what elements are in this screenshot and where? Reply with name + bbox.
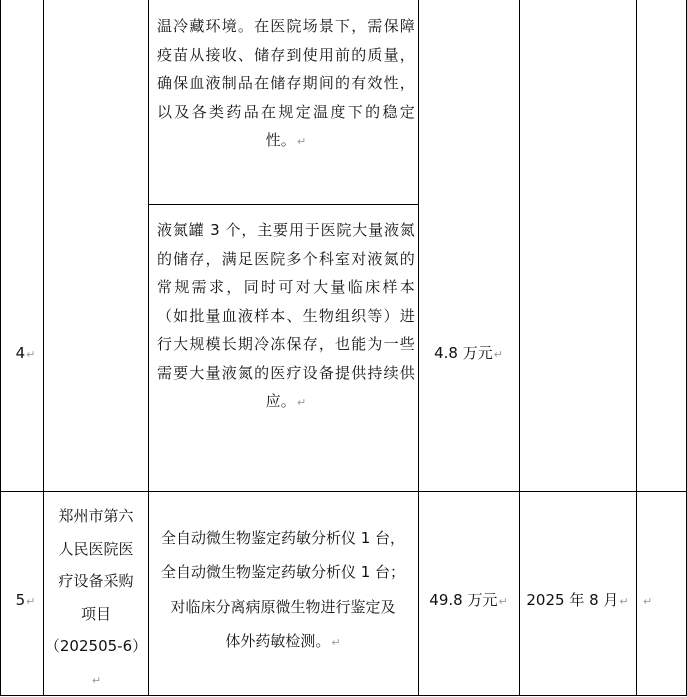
- paragraph-mark-icon: ↵: [91, 673, 102, 687]
- paragraph-mark-icon: ↵: [331, 635, 341, 649]
- paragraph-mark-icon: ↵: [643, 595, 653, 608]
- column-divider: [636, 0, 637, 696]
- paragraph-mark-icon: ↵: [26, 348, 36, 361]
- row-5-budget: 49.8 万元↵: [429, 591, 508, 609]
- row-4-budget: 4.8 万元↵: [434, 344, 503, 362]
- row-5-index: 5↵: [15, 591, 36, 609]
- paragraph-mark-icon: ↵: [619, 595, 629, 608]
- row-5-date: 2025 年 8 月↵: [526, 591, 629, 609]
- row-divider: [0, 491, 687, 492]
- table-row-continuation-description: 温冷藏环境。在医院场景下，需保障疫苗从接收、储存到使用前的质量，确保血液制品在储存期间的有效性，以及各类药品在规定温度下的稳定性。↵: [157, 17, 415, 149]
- row-divider: [148, 204, 418, 205]
- paragraph-mark-icon: ↵: [296, 135, 307, 148]
- table-border-left: [0, 0, 1, 696]
- paragraph-mark-icon: ↵: [493, 348, 503, 361]
- row-5-description: 全自动微生物鉴定药敏分析仪 1 台， 全自动微生物鉴定药敏分析仪 1 台； 对临床分离病原微生物进行鉴定及 体外药敏检测。↵: [160, 529, 406, 650]
- paragraph-mark-icon: ↵: [498, 595, 508, 608]
- row-5-project-name: 郑州市第六 人民医院医 疗设备采购 项目 （202505-6）↵: [44, 507, 148, 687]
- paragraph-mark-icon: ↵: [296, 396, 307, 409]
- paragraph-mark-icon: ↵: [26, 595, 36, 608]
- row-4-description: 液氮罐 3 个，主要用于医院大量液氮的储存，满足医院多个科室对液氮的常规需求，同时可对大量临床样本（如批量血液样本、生物组织等）进行大规模长期冷冻保存，也能为一些需要大量液氮的医疗设备提供持续供应。↵: [157, 221, 415, 410]
- row-4-index: 4↵: [15, 344, 36, 362]
- row-5-remark: [642, 586, 682, 617]
